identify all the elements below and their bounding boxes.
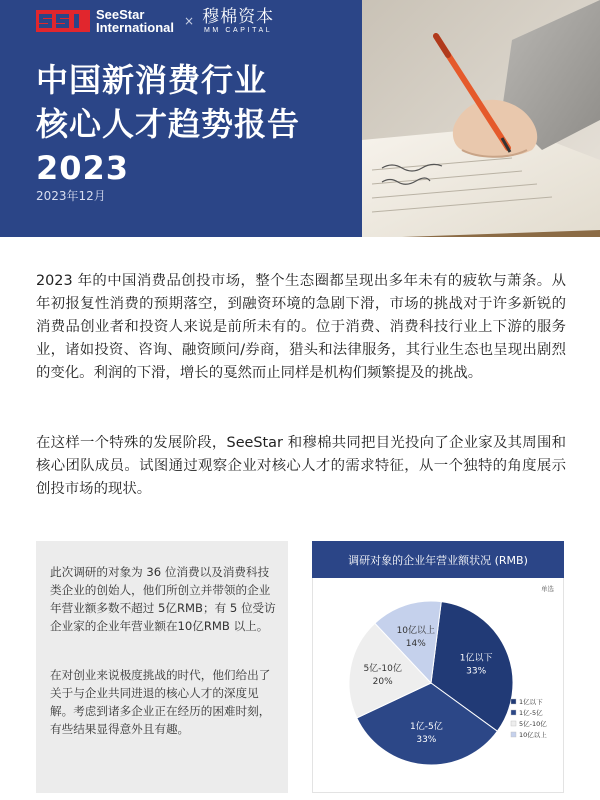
pie-slice-label-2: 1亿-5亿 (410, 721, 443, 732)
pie-slice-value-1: 33% (466, 666, 487, 677)
legend-swatch-2 (511, 710, 516, 715)
seestar-wordmark (96, 8, 174, 34)
mm-capital-logo (202, 8, 274, 34)
pie-slice-value-4: 14% (405, 639, 426, 650)
mm-capital-name-en: MM CAPITAL (203, 27, 273, 34)
legend-label-1: 1亿以下 (519, 698, 543, 706)
report-title-line1: 中国新消费行业 (36, 61, 268, 99)
legend-swatch-3 (511, 721, 516, 726)
logo-row (36, 6, 274, 36)
writing-hand-photo (362, 0, 600, 237)
report-cover-banner (0, 0, 600, 237)
survey-note-paragraph-2: 在对创业来说极度挑战的时代，他们给出了关于与企业共同进退的核心人才的深度见解。考虑到诸多企业正在经历的困难时刻，有些结果显得意外且有趣。 (50, 668, 271, 736)
report-title-year: 2023 (36, 149, 130, 187)
seestar-logo-mark (36, 10, 90, 32)
seestar-wordmark-line2: International (96, 20, 175, 35)
pie-slice-label-1: 1亿以下 (459, 653, 493, 664)
seestar-wordmark-line1: SeeStar (96, 7, 145, 22)
legend-label-4: 10亿以上 (519, 731, 547, 739)
legend-label-2: 1亿-5亿 (519, 709, 543, 717)
report-date: 2023年12月 (36, 189, 106, 203)
chart-unit-label: 单选 (541, 585, 554, 593)
mm-capital-name-cn: 穆棉资本 (202, 7, 275, 27)
pie-slice-label-3: 5亿-10亿 (363, 663, 402, 674)
survey-note-paragraph-1: 此次调研的对象为 36 位消费以及消费科技类企业的创始人，他们所创立并带领的企业年营业额多数不超过 5亿RMB；有 5 位受访企业家的企业年营业额在10亿RMB 以上。 (50, 565, 276, 633)
chart-title: 调研对象的企业年营业额状况 (RMB) (348, 554, 528, 567)
writing-hand-illustration (362, 0, 600, 237)
pie-slice-label-4: 10亿以上 (396, 626, 436, 637)
collaboration-times-sign: × (184, 14, 195, 28)
survey-note-box (36, 541, 288, 793)
intro-paragraph-2: 在这样一个特殊的发展阶段，SeeStar 和穆棉共同把目光投向了企业家及其周围和核心团队成员。试图通过观察企业对核心人才的需求特征，从一个独特的角度展示创投市场的现状。 (36, 435, 566, 497)
revenue-pie-chart (313, 542, 563, 792)
intro-paragraph-1: 2023 年的中国消费品创投市场，整个生态圈都呈现出多年未有的疲软与萧条。从年初报复性消费的预期落空，到融资环境的急剧下滑，市场的挑战对于许多新锐的消费品创业者和投资人来说是前所未有的。位于消费、消费科技行业上下游的服务业，诸如投资、咨询、融资顾问/券商，猎头和法律服务，其行业生态也呈现出剧烈的变化。利润的下滑，增长的戛然而止同样是机构们频繁提及的挑战。 (36, 273, 566, 381)
legend-swatch-4 (511, 732, 516, 737)
legend-swatch-1 (511, 699, 516, 704)
pie-slice-value-2: 33% (416, 734, 437, 745)
report-title (36, 58, 356, 190)
report-title-line2: 核心人才趋势报告 (36, 105, 301, 143)
revenue-pie-chart-card (312, 541, 564, 793)
legend-label-3: 5亿-10亿 (519, 720, 547, 728)
pie-slice-value-3: 20% (372, 676, 393, 687)
